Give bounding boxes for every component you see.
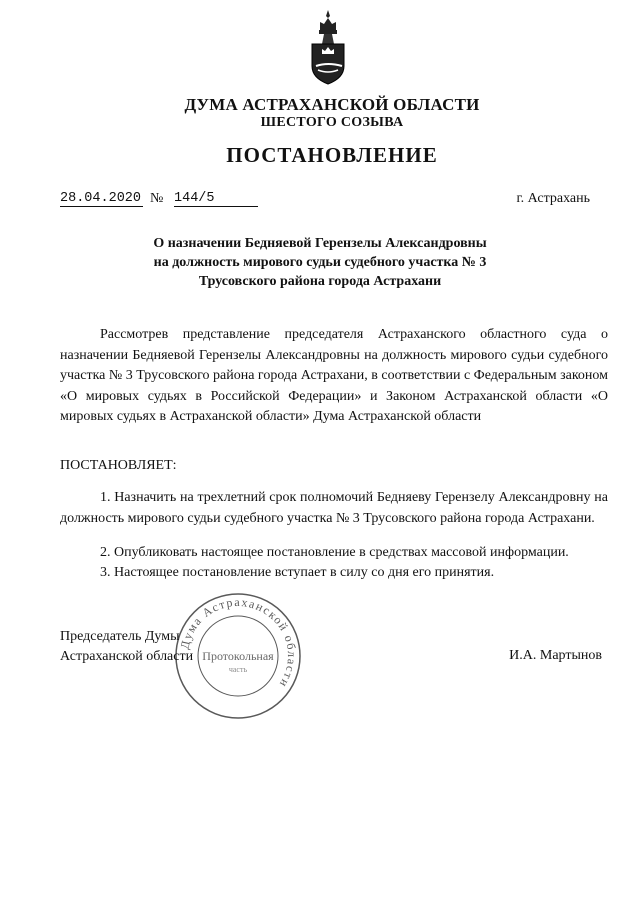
document-number: 144/5 [174,191,258,207]
title-line: на должность мирового судьи судебного участка № 3 [153,255,487,270]
signatory-role-line: Астраханской области [60,649,194,664]
document-type: ПОСТАНОВЛЕНИЕ [226,143,438,167]
city: г. Астрахань [516,191,590,206]
title-line: О назначении Бедняевой Герензелы Александровны [153,236,487,251]
decree-item: 1. Назначить на трехлетний срок полномочий Бедняеву Герензелу Александровну на должность мирового судьи судебного участка № 3 Трусовского района города Астрахани. [60,490,608,526]
signatory-name: И.А. Мартынов [509,648,602,663]
signatory-role-line: Председатель Думы [60,629,180,644]
organization-name: ДУМА АСТРАХАНСКОЙ ОБЛАСТИ [184,95,480,114]
stamp-ring-text: Дума Астраханской области [177,594,300,691]
title-line: Трусовского района города Астрахани [198,274,442,289]
decree-heading: ПОСТАНОВЛЯЕТ: [60,458,177,473]
svg-text:Дума Астраханской области [177,595,299,691]
stamp-center-text: Протокольная [202,649,274,663]
decree-item: 3. Настоящее постановление вступает в силу со дня его принятия. [100,565,495,580]
stamp-center-sub: часть [228,665,248,674]
coat-of-arms-icon [298,8,358,88]
intro-paragraph: Рассмотрев представление председателя Астраханского областного суда о назначении Бедняевой Герензелы Александровны на должность мирового судьи судебного участка № 3 Трусовского района города Астрахани, в соответствии с Федеральным законом «О мировых судьях в Российской Федерации» и Законом Астраханской области «О мировых судьях в Астраханской области» Дума Астраханской области [60,327,608,424]
number-label: № [150,191,164,206]
signatory-role [60,627,193,667]
document-date: 28.04.2020 [60,191,142,206]
decree-item: 2. Опубликовать настоящее постановление в средствах массовой информации. [100,545,569,560]
document-title [120,234,520,291]
convocation: ШЕСТОГО СОЗЫВА [260,115,404,130]
